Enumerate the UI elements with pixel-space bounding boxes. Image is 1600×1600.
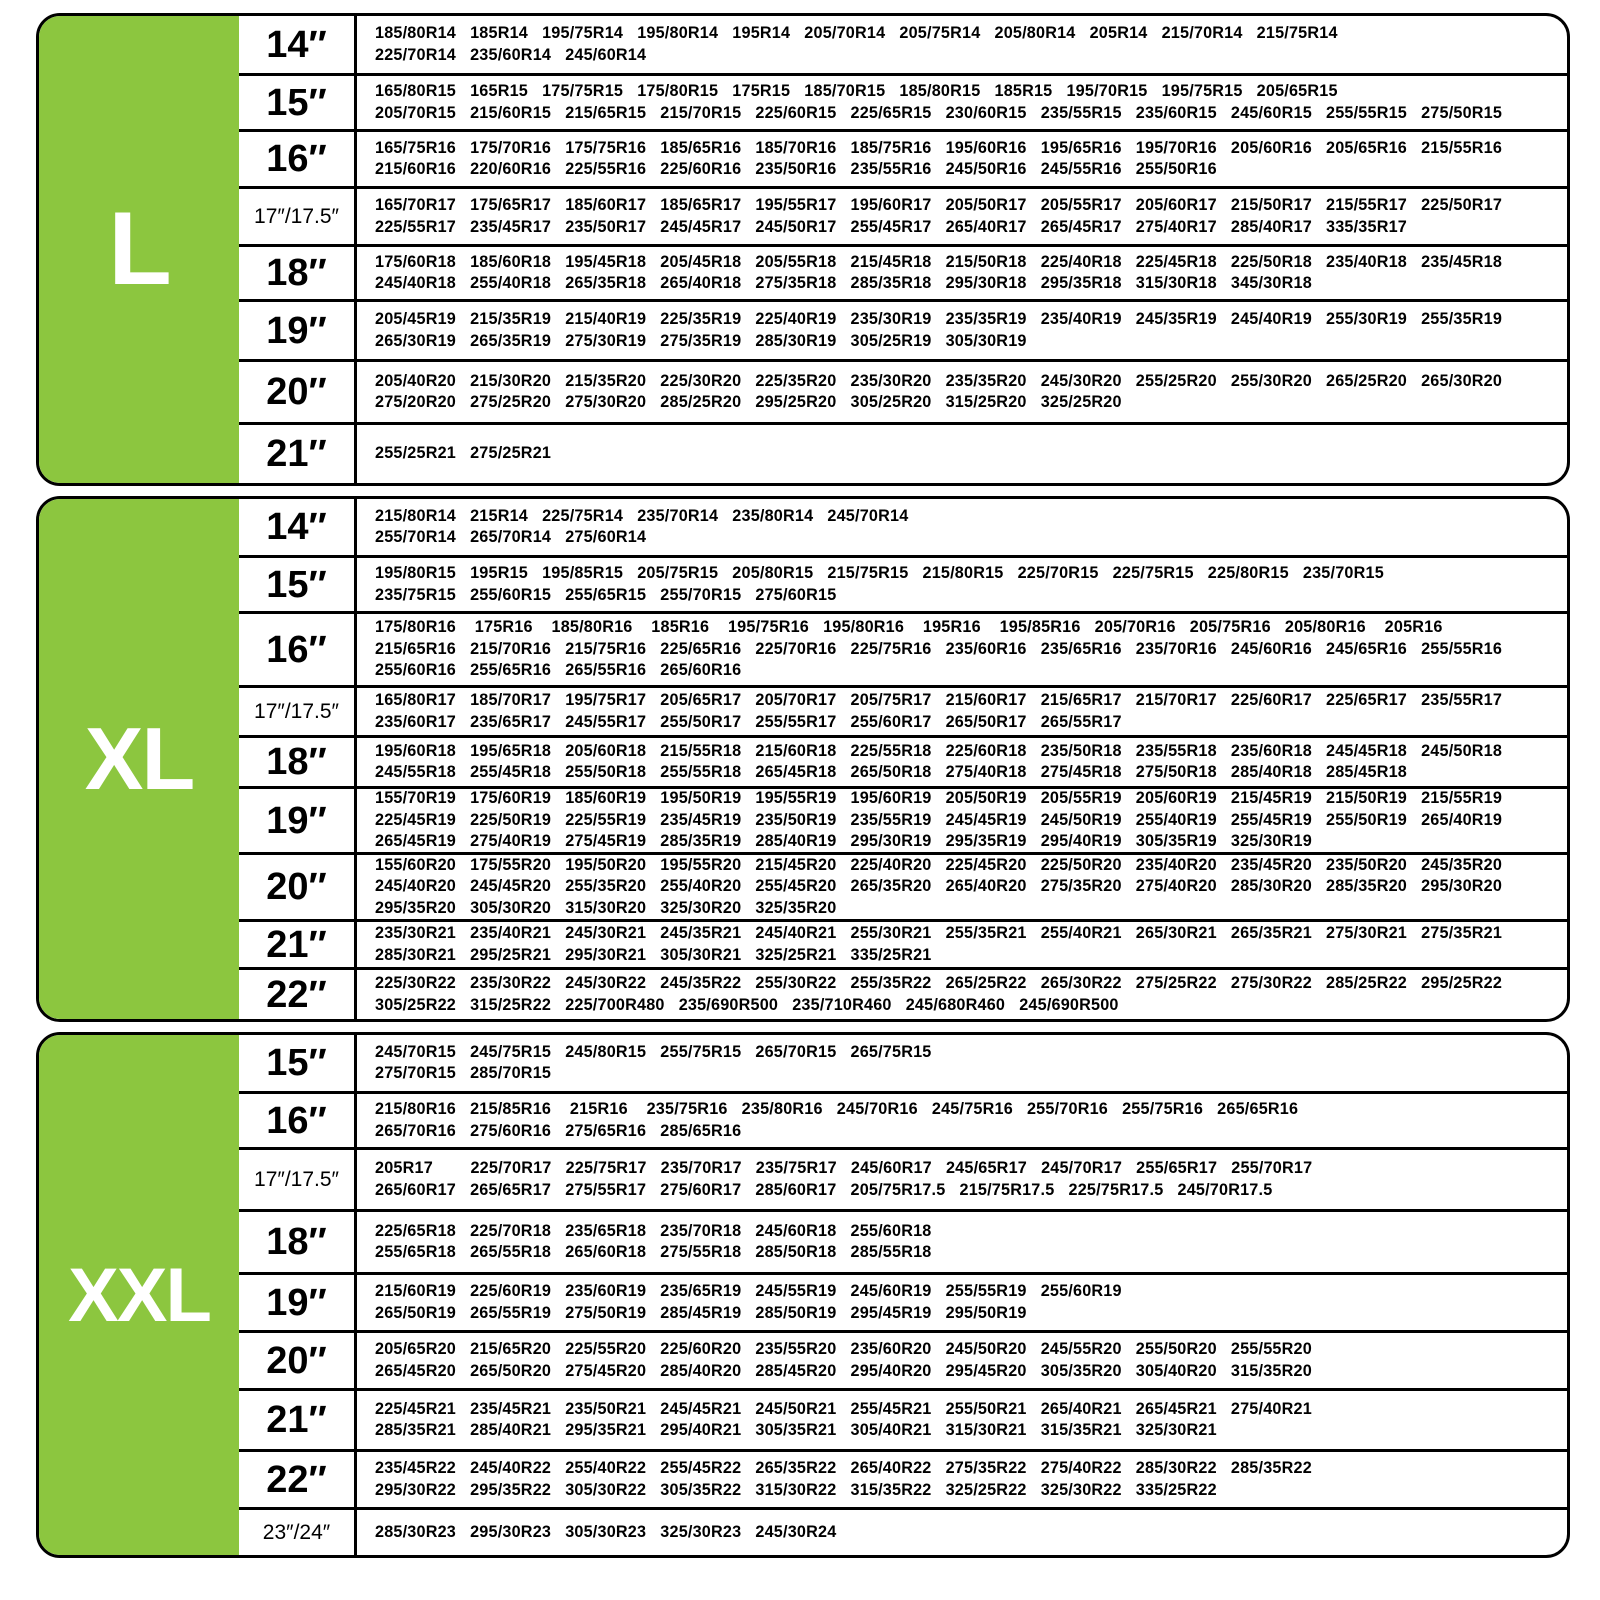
tire-size-list: [357, 1391, 1567, 1449]
rim-diameter: 17″/17.5″: [239, 189, 357, 244]
rim-diameter: 21″: [239, 425, 357, 483]
tire-size-line: 225/45R21 235/45R21 235/50R21 245/45R21 245/50R21 255/45R21 255/50R21 265/40R21 265/45R21 275/40R21: [375, 1399, 1312, 1418]
tire-size-list: [357, 1212, 1567, 1272]
tire-size-line: 255/70R14 265/70R14 275/60R14: [375, 528, 647, 546]
tire-size-line: 255/65R18 265/55R18 265/60R18 275/55R18 285/50R18 285/55R18: [375, 1243, 932, 1261]
tire-size-list: [357, 76, 1567, 129]
rim-diameter: 14″: [239, 499, 357, 555]
tire-size-line: 225/70R14 235/60R14 245/60R14: [375, 45, 647, 64]
tire-size-list: [357, 1510, 1567, 1555]
rim-diameter: 20″: [239, 1333, 357, 1388]
rim-diameter: 20″: [239, 362, 357, 422]
rim-diameter: 18″: [239, 247, 357, 299]
tire-size-line: 305/25R22 315/25R22 225/700R480 235/690R500 235/710R460 245/680R460 245/690R500: [375, 995, 1119, 1014]
tire-size-list: [357, 1333, 1567, 1388]
rim-diameter: 18″: [239, 738, 357, 786]
tire-size-line: 165/80R15 165R15 175/75R15 175/80R15 175R15 185/70R15 185/80R15 185R15 195/70R15 195/75R15 205/65R15: [375, 82, 1338, 101]
tire-size-list: [357, 1094, 1567, 1147]
tire-size-line: 205/70R15 215/60R15 215/65R15 215/70R15 225/60R15 225/65R15 230/60R15 235/55R15 235/60R15 245/60R15 255/55R15 275/50R15: [375, 103, 1503, 122]
rim-size-row: [239, 1035, 1567, 1091]
tire-size-line: 205R17 225/70R17 225/75R17 235/70R17 235/75R17 245/60R17 245/65R17 245/70R17 255/65R17 255/70R17: [375, 1159, 1313, 1178]
tire-size-line: 155/60R20 175/55R20 195/50R20 195/55R20 215/45R20 225/40R20 225/45R20 225/50R20 235/40R20 235/45R20 235/50R20 245/35R20: [375, 855, 1503, 874]
tire-size-list: [357, 1035, 1567, 1091]
tire-size-list: [357, 1452, 1567, 1507]
tire-size-list: [357, 499, 1567, 555]
rim-diameter: 20″: [239, 855, 357, 919]
rim-size-row: [239, 967, 1567, 1019]
tire-size-line: 195/60R18 195/65R18 205/60R18 215/55R18 215/60R18 225/55R18 225/60R18 235/50R18 235/55R18 235/60R18 245/45R18 245/50R18: [375, 741, 1503, 760]
rim-size-row: [239, 685, 1567, 735]
tire-size-line: 295/35R20 305/30R20 315/30R20 325/30R20 325/35R20: [375, 898, 837, 917]
tire-size-list: [357, 738, 1567, 786]
rim-size-row: [239, 1209, 1567, 1272]
tire-size-line: 265/70R16 275/60R16 275/65R16 285/65R16: [375, 1121, 742, 1140]
tire-size-list: [357, 922, 1567, 967]
tire-size-list: [357, 789, 1567, 852]
rim-diameter: 16″: [239, 132, 357, 186]
tire-size-line: 185/80R14 185R14 195/75R14 195/80R14 195R14 205/70R14 205/75R14 205/80R14 205R14 215/70R14 215/75R14: [375, 24, 1338, 43]
rim-size-row: [239, 786, 1567, 852]
rim-size-row: [239, 1330, 1567, 1388]
tire-size-line: 235/75R15 255/60R15 255/65R15 255/70R15 275/60R15: [375, 585, 837, 604]
tire-size-list: [357, 302, 1567, 359]
rim-size-row: [239, 186, 1567, 244]
tire-size-line: 215/60R19 225/60R19 235/60R19 235/65R19 245/55R19 245/60R19 255/55R19 255/60R19: [375, 1282, 1122, 1301]
tire-size-line: 255/60R16 255/65R16 265/55R16 265/60R16: [375, 661, 742, 680]
rim-size-row: [239, 852, 1567, 919]
rim-size-row: [239, 244, 1567, 299]
rim-diameter: 15″: [239, 76, 357, 129]
tire-size-line: 235/45R22 245/40R22 255/40R22 255/45R22 265/35R22 265/40R22 275/35R22 275/40R22 285/30R22 285/35R22: [375, 1459, 1312, 1478]
tire-size-line: 295/30R22 295/35R22 305/30R22 305/35R22 315/30R22 315/35R22 325/25R22 325/30R22 335/25R22: [375, 1480, 1217, 1499]
tire-size-line: 225/55R17 235/45R17 235/50R17 245/45R17 245/50R17 255/45R17 265/40R17 265/45R17 275/40R17 285/40R17 335/35R17: [375, 217, 1407, 236]
rim-diameter: 22″: [239, 970, 357, 1019]
tire-size-line: 215/60R16 220/60R16 225/55R16 225/60R16 235/50R16 235/55R16 245/50R16 245/55R16 255/50R16: [375, 160, 1217, 178]
tire-size-list: [357, 614, 1567, 685]
tire-size-list: [357, 189, 1567, 244]
tire-size-line: 155/70R19 175/60R19 185/60R19 195/50R19 195/55R19 195/60R19 205/50R19 205/55R19 205/60R19 215/45R19 215/50R19 215/55R19: [375, 789, 1503, 808]
size-group-l: [36, 13, 1570, 486]
tire-size-line: 275/70R15 285/70R15: [375, 1064, 552, 1082]
tire-size-line: 245/40R20 245/45R20 255/35R20 255/40R20 255/45R20 265/35R20 265/40R20 275/35R20 275/40R20 285/30R20 285/35R20 295/30R20: [375, 877, 1503, 896]
rim-size-row: [239, 16, 1567, 73]
rim-diameter: 17″/17.5″: [239, 688, 357, 735]
tire-size-line: 165/75R16 175/70R16 175/75R16 185/65R16 185/70R16 185/75R16 195/60R16 195/65R16 195/70R16 205/60R16 205/65R16 215/55R16: [375, 138, 1503, 157]
rim-diameter: 23″/24″: [239, 1510, 357, 1555]
size-group-xxl: [36, 1032, 1570, 1558]
rim-diameter: 21″: [239, 1391, 357, 1449]
tire-size-list: [357, 855, 1567, 919]
rim-diameter: 18″: [239, 1212, 357, 1272]
rim-size-row: [239, 129, 1567, 186]
rim-diameter: 16″: [239, 614, 357, 685]
tire-size-line: 215/65R16 215/70R16 215/75R16 225/65R16 225/70R16 225/75R16 235/60R16 235/65R16 235/70R16 245/60R16 245/65R16 255/55R16: [375, 639, 1503, 658]
rim-size-row: [239, 1091, 1567, 1147]
rim-diameter: 15″: [239, 558, 357, 611]
rim-size-row: [239, 555, 1567, 611]
tire-size-line: 285/35R21 285/40R21 295/35R21 295/40R21 305/35R21 305/40R21 315/30R21 315/35R21 325/30R21: [375, 1421, 1217, 1439]
tire-size-line: 245/55R18 255/45R18 255/50R18 255/55R18 265/45R18 265/50R18 275/40R18 275/45R18 275/50R18 285/40R18 285/45R18: [375, 763, 1407, 781]
rim-size-row: [239, 611, 1567, 685]
size-group-xl: [36, 496, 1570, 1022]
rim-size-row: [239, 1507, 1567, 1555]
tire-size-list: [357, 558, 1567, 611]
tire-size-line: 235/60R17 235/65R17 245/55R17 255/50R17 255/55R17 255/60R17 265/50R17 265/55R17: [375, 712, 1122, 731]
tire-size-list: [357, 1275, 1567, 1330]
tire-size-line: 275/20R20 275/25R20 275/30R20 285/25R20 295/25R20 305/25R20 315/25R20 325/25R20: [375, 393, 1122, 411]
rim-diameter: 19″: [239, 789, 357, 852]
rim-diameter: 19″: [239, 1275, 357, 1330]
size-group-label: XL: [39, 499, 239, 1019]
rim-diameter: 16″: [239, 1094, 357, 1147]
tire-size-line: 205/45R19 215/35R19 215/40R19 225/35R19 225/40R19 235/30R19 235/35R19 235/40R19 245/35R19 245/40R19 255/30R19 255/35R19: [375, 310, 1503, 329]
tire-size-line: 205/65R20 215/65R20 225/55R20 225/60R20 235/55R20 235/60R20 245/50R20 245/55R20 255/50R20 255/55R20: [375, 1340, 1312, 1359]
rim-diameter: 21″: [239, 922, 357, 967]
rim-diameter: 22″: [239, 1452, 357, 1507]
tire-size-line: 265/45R19 275/40R19 275/45R19 285/35R19 285/40R19 295/30R19 295/35R19 295/40R19 305/35R19 325/30R19: [375, 832, 1312, 851]
rim-size-row: [239, 1272, 1567, 1330]
size-group-label: XXL: [39, 1035, 239, 1555]
tire-size-list: [357, 1150, 1567, 1209]
tire-size-line: 215/80R14 215R14 225/75R14 235/70R14 235/80R14 245/70R14: [375, 506, 909, 525]
rim-size-row: [239, 422, 1567, 483]
tire-size-line: 265/30R19 265/35R19 275/30R19 275/35R19 285/30R19 305/25R19 305/30R19: [375, 331, 1027, 350]
tire-size-line: 235/30R21 235/40R21 245/30R21 245/35R21 245/40R21 255/30R21 255/35R21 255/40R21 265/30R21 265/35R21 275/30R21 275/35R21: [375, 924, 1503, 943]
tire-size-line: 245/70R15 245/75R15 245/80R15 255/75R15 265/70R15 265/75R15: [375, 1042, 932, 1061]
tire-size-list: [357, 16, 1567, 73]
tire-size-line: 265/50R19 265/55R19 275/50R19 285/45R19 285/50R19 295/45R19 295/50R19: [375, 1303, 1027, 1322]
rim-diameter: 17″/17.5″: [239, 1150, 357, 1209]
rim-diameter: 19″: [239, 302, 357, 359]
rim-size-row: [239, 919, 1567, 967]
tire-size-line: 285/30R23 295/30R23 305/30R23 325/30R23 245/30R24: [375, 1522, 837, 1541]
tire-size-list: [357, 970, 1567, 1019]
rim-size-row: [239, 359, 1567, 422]
tire-size-line: 255/25R21 275/25R21: [375, 444, 552, 463]
rim-size-row: [239, 1147, 1567, 1209]
tire-size-list: [357, 247, 1567, 299]
tire-size-line: 265/60R17 265/65R17 275/55R17 275/60R17 285/60R17 205/75R17.5 215/75R17.5 225/75R17.5 245/70R17.5: [375, 1180, 1273, 1199]
tire-size-line: 285/30R21 295/25R21 295/30R21 305/30R21 325/25R21 335/25R21: [375, 945, 932, 964]
tire-size-list: [357, 132, 1567, 186]
rim-diameter: 14″: [239, 16, 357, 73]
rim-size-row: [239, 499, 1567, 555]
tire-size-line: 165/80R17 185/70R17 195/75R17 205/65R17 205/70R17 205/75R17 215/60R17 215/65R17 215/70R17 225/60R17 225/65R17 235/55R17: [375, 691, 1503, 710]
tire-size-line: 225/45R19 225/50R19 225/55R19 235/45R19 235/50R19 235/55R19 245/45R19 245/50R19 255/40R19 255/45R19 255/50R19 265/40R19: [375, 810, 1503, 829]
tire-size-line: 205/40R20 215/30R20 215/35R20 225/30R20 225/35R20 235/30R20 235/35R20 245/30R20 255/25R20 255/30R20 265/25R20 265/30R20: [375, 371, 1503, 390]
rim-size-row: [239, 299, 1567, 359]
size-group-label: L: [39, 16, 239, 483]
size-rows: [239, 499, 1567, 1019]
rim-size-row: [239, 1449, 1567, 1507]
tire-size-list: [357, 425, 1567, 483]
tire-size-line: 265/45R20 265/50R20 275/45R20 285/40R20 285/45R20 295/40R20 295/45R20 305/35R20 305/40R20 315/35R20: [375, 1361, 1312, 1380]
tire-size-line: 225/30R22 235/30R22 245/30R22 245/35R22 255/30R22 255/35R22 265/25R22 265/30R22 275/25R22 275/30R22 285/25R22 295/25R22: [375, 974, 1503, 993]
size-rows: [239, 1035, 1567, 1555]
size-rows: [239, 16, 1567, 483]
rim-size-row: [239, 1388, 1567, 1449]
rim-size-row: [239, 73, 1567, 129]
tire-size-line: 195/80R15 195R15 195/85R15 205/75R15 205/80R15 215/75R15 215/80R15 225/70R15 225/75R15 225/80R15 235/70R15: [375, 564, 1384, 583]
tire-size-list: [357, 362, 1567, 422]
tire-size-list: [357, 688, 1567, 735]
tire-size-line: 225/65R18 225/70R18 235/65R18 235/70R18 245/60R18 255/60R18: [375, 1221, 932, 1240]
rim-diameter: 15″: [239, 1035, 357, 1091]
tire-size-line: 175/60R18 185/60R18 195/45R18 205/45R18 205/55R18 215/45R18 215/50R18 225/40R18 225/45R18 225/50R18 235/40R18 235/45R18: [375, 252, 1503, 271]
tire-size-line: 215/80R16 215/85R16 215R16 235/75R16 235/80R16 245/70R16 245/75R16 255/70R16 255/75R16 265/65R16: [375, 1100, 1299, 1119]
rim-size-row: [239, 735, 1567, 786]
tire-size-line: 245/40R18 255/40R18 265/35R18 265/40R18 275/35R18 285/35R18 295/30R18 295/35R18 315/30R18 345/30R18: [375, 274, 1312, 292]
tire-size-line: 175/80R16 175R16 185/80R16 185R16 195/75R16 195/80R16 195R16 195/85R16 205/70R16 205/75R16 205/80R16 205R16: [375, 618, 1443, 637]
tire-size-line: 165/70R17 175/65R17 185/60R17 185/65R17 195/55R17 195/60R17 205/50R17 205/55R17 205/60R17 215/50R17 215/55R17 225/50R17: [375, 196, 1503, 215]
